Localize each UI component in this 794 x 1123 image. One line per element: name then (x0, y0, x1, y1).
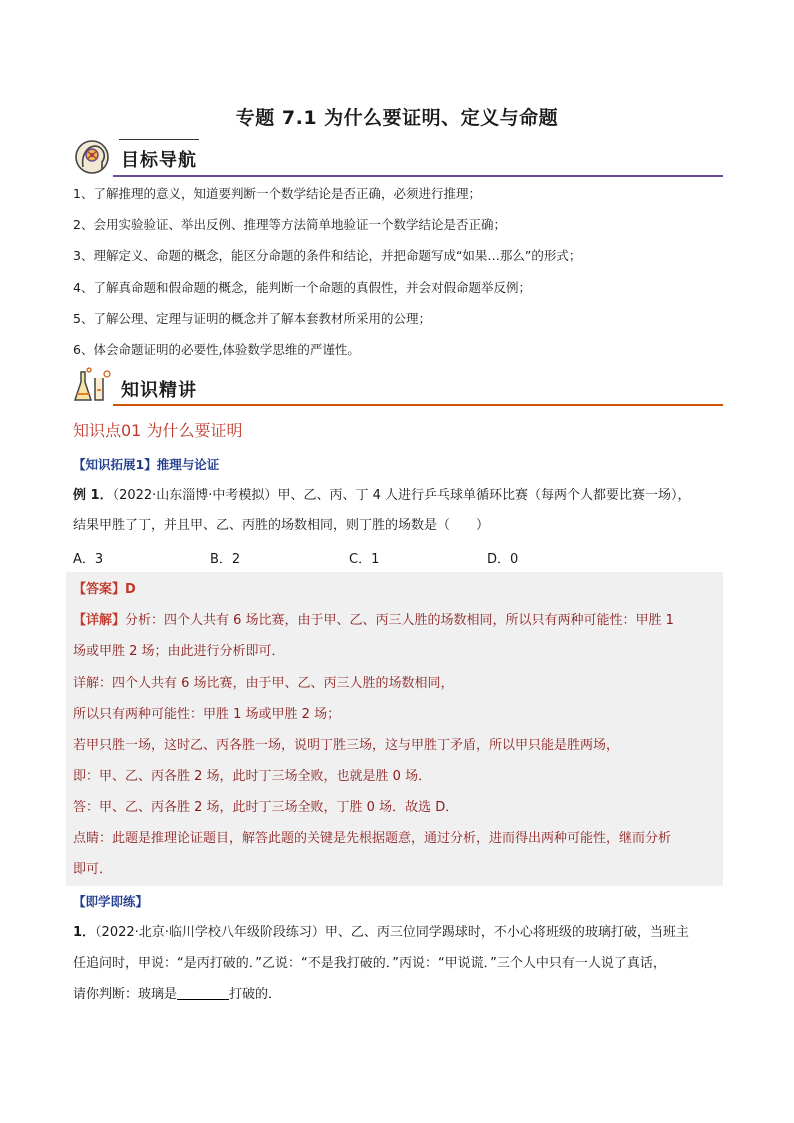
detail-line-7: 答：甲、乙、丙各胜 2 场，此时丁三场全败，丁胜 0 场．故选 D． (73, 800, 459, 815)
extension-tag: 【知识拓展1】 (73, 457, 157, 472)
extension-text: 推理与论证 (156, 457, 220, 472)
goal-item: 3、理解定义、命题的概念，能区分命题的条件和结论，并把命题写成“如果…那么”的形式； (73, 248, 582, 263)
goals-section-header (73, 137, 723, 177)
goal-item: 5、了解公理、定理与证明的概念并了解本套教材所采用的公理； (73, 311, 431, 326)
practice-tag-line (73, 892, 723, 912)
knowledge-rule (113, 404, 723, 406)
answer-line (73, 580, 723, 600)
practice-source: （2022·北京·临川学校八年级阶段练习） (95, 925, 325, 940)
example-line-2: 结果甲胜了丁，并且甲、乙、丙胜的场数相同，则丁胜的场数是（ ） (73, 518, 490, 533)
practice-text-1: 甲、乙、丙三位同学踢球时，不小心将班级的玻璃打破，当班主 (324, 925, 689, 940)
page-title: 专题 7.1 为什么要证明、定义与命题 (235, 107, 559, 129)
goal-item: 6、体会命题证明的必要性,体验数学思维的严谨性。 (73, 342, 360, 357)
analysis-text-1: 分析：四个人共有 6 场比赛，由于甲、乙、丙三人胜的场数相同，所以只有两种可能性：甲胜 1 (125, 613, 674, 628)
detail-line-3: 详解：四个人共有 6 场比赛，由于甲、乙、丙三人胜的场数相同， (73, 676, 454, 691)
practice-tag: 【即学即练】 (73, 894, 149, 909)
practice-text-3b: 打破的． (229, 987, 282, 1002)
detail-line-2: 场或甲胜 2 场；由此进行分析即可． (73, 644, 285, 659)
detail-line-5: 若甲只胜一场，这时乙、丙各胜一场，说明丁胜三场，这与甲胜丁矛盾，所以甲只能是胜两场， (73, 738, 620, 753)
example-line-1 (73, 486, 723, 506)
lab-flask-icon (73, 366, 113, 406)
goal-item: 4、了解真命题和假命题的概念，能判断一个命题的真假性，并会对假命题举反例； (73, 280, 531, 295)
detail-line-1 (73, 611, 723, 631)
detail-line-4: 所以只有两种可能性：甲胜 1 场或甲胜 2 场； (73, 707, 341, 722)
comment-line-1: 点睛：此题是推理论证题目，解答此题的关键是先根据题意，通过分析，进而得出两种可能性，继而分析 (73, 831, 672, 846)
goals-heading: 目标导航 (121, 150, 197, 171)
answer-value: D (125, 582, 136, 597)
option-b: B．2 (210, 552, 241, 567)
detail-tag: 【详解】 (73, 613, 126, 628)
example-label: 例 1． (73, 488, 113, 503)
practice-line-2: 任追问时，甲说：“是丙打破的．”乙说：“不是我打破的．”丙说：“甲说谎．”三个人中只有一人说了真话， (73, 956, 666, 971)
goal-item: 1、了解推理的意义，知道要判断一个数学结论是否正确，必须进行推理； (73, 186, 481, 201)
option-c: C．1 (349, 552, 380, 567)
comment-line-2: 即可． (73, 862, 113, 877)
detail-line-6: 即：甲、乙、丙各胜 2 场，此时丁三场全败，也就是胜 0 场． (73, 769, 432, 784)
practice-text-3a: 请你判断：玻璃是 (73, 987, 178, 1002)
answer-blank[interactable] (177, 985, 229, 1000)
example-source: （2022·山东淄博·中考模拟） (112, 488, 278, 503)
answer-tag: 【答案】 (73, 582, 126, 597)
option-a: A．3 (73, 552, 104, 567)
example-text-1: 甲、乙、丙、丁 4 人进行乒乓球单循环比赛（每两个人都要比赛一场）， (277, 488, 691, 503)
divider (119, 139, 199, 140)
knowledge-point-title: 知识点01 为什么要证明 (73, 421, 243, 440)
option-d: D．0 (487, 552, 519, 567)
goal-item: 2、会用实验验证、举出反例、推理等方法简单地验证一个数学结论是否正确； (73, 217, 506, 232)
extension-line (73, 455, 723, 475)
practice-label: 1． (73, 925, 96, 940)
brain-gear-icon (73, 137, 113, 177)
practice-line-3 (73, 985, 723, 1005)
goals-rule (113, 175, 723, 177)
practice-line-1 (73, 923, 723, 943)
knowledge-heading: 知识精讲 (121, 380, 197, 401)
knowledge-section-header (73, 366, 723, 406)
